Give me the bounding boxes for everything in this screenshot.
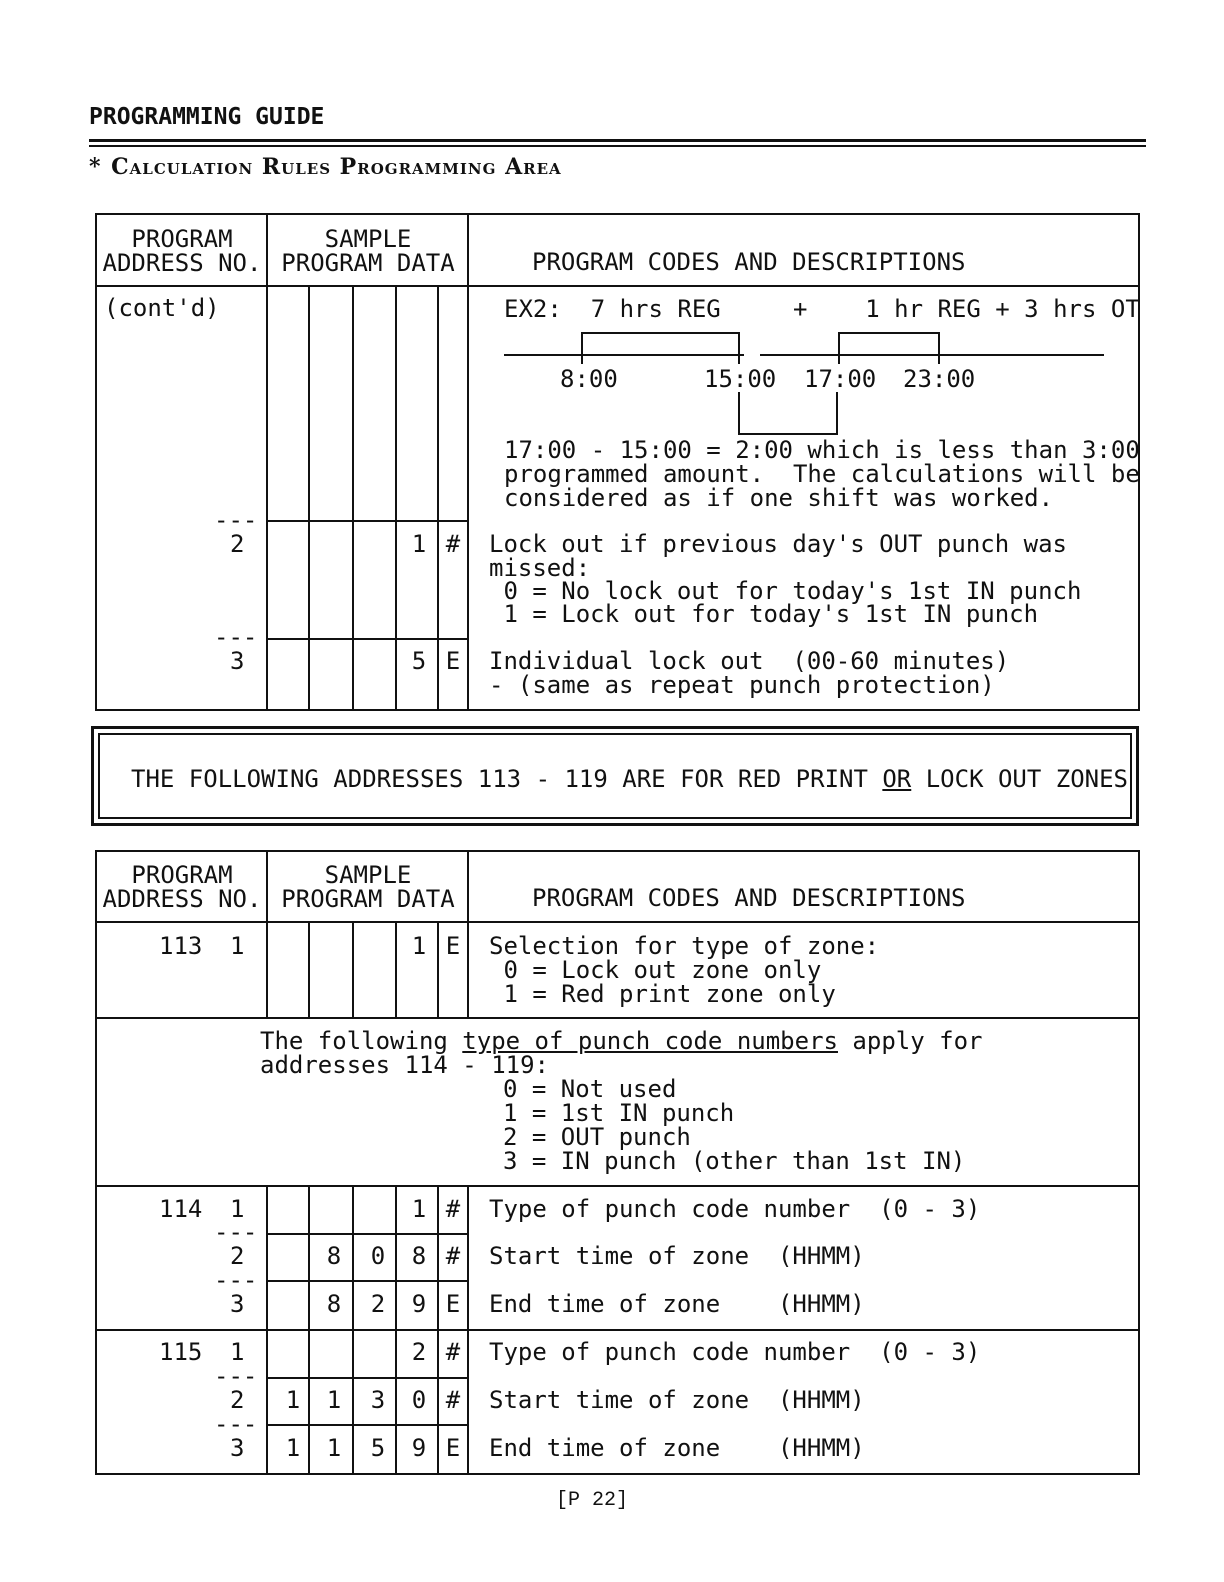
header-sample-line2: PROGRAM DATA [281, 249, 455, 277]
desc-line: Lock out if previous day's OUT punch was [489, 530, 1067, 558]
data-cell: 1 [285, 1386, 301, 1414]
row-separator-dash: --- [214, 1266, 258, 1294]
desc-line: - (same as repeat punch protection) [489, 671, 995, 699]
data-cell: 5 [411, 647, 427, 675]
note-code: 2 = OUT punch [503, 1123, 691, 1151]
address-sub: 2 [230, 1386, 245, 1414]
row-separator-dash: --- [214, 506, 258, 534]
data-cell: 1 [411, 932, 427, 960]
data-cell: E [445, 932, 461, 960]
address-sub: 3 [230, 1434, 245, 1462]
data-cell: E [445, 1290, 461, 1318]
desc-line: Individual lock out (00-60 minutes) [489, 647, 1010, 675]
note-code: 1 = 1st IN punch [503, 1099, 735, 1127]
section-title: Calculation Rules Programming Area [111, 154, 562, 180]
data-cell: # [445, 530, 461, 558]
desc-line: End time of zone (HHMM) [489, 1434, 865, 1462]
desc-line: 0 = Lock out zone only [489, 956, 822, 984]
desc-line: Start time of zone (HHMM) [489, 1242, 865, 1270]
data-cell: 1 [411, 530, 427, 558]
data-cell: 3 [370, 1386, 386, 1414]
desc-line: Type of punch code number (0 - 3) [489, 1338, 981, 1366]
data-cell: 1 [326, 1386, 342, 1414]
header-address-line2: ADDRESS NO. [102, 249, 262, 277]
header-codes: PROGRAM CODES AND DESCRIPTIONS [532, 248, 966, 276]
header-address-line1: PROGRAM [131, 861, 233, 889]
header-codes: PROGRAM CODES AND DESCRIPTIONS [532, 884, 966, 912]
row-separator-dash: --- [214, 1218, 258, 1246]
row-separator-dash: --- [214, 1410, 258, 1438]
desc-line: Type of punch code number (0 - 3) [489, 1195, 981, 1223]
header-sample-line1: SAMPLE [324, 861, 412, 889]
data-cell: 2 [411, 1338, 427, 1366]
example-title: EX2: 7 hrs REG + 1 hr REG + 3 hrs OT [504, 295, 1140, 323]
data-cell: 9 [411, 1434, 427, 1462]
data-cell: 9 [411, 1290, 427, 1318]
example-note-line: considered as if one shift was worked. [504, 484, 1054, 512]
time-23-00: 23:00 [903, 365, 976, 393]
data-cell: 1 [411, 1195, 427, 1223]
address-sub-2: 2 [230, 530, 245, 558]
example-note-line: programmed amount. The calculations will be [504, 460, 1140, 488]
header-sample-line2: PROGRAM DATA [281, 885, 455, 913]
data-cell: 0 [370, 1242, 386, 1270]
desc-line: Selection for type of zone: [489, 932, 880, 960]
address-sub: 1 [230, 1338, 245, 1366]
data-cell: # [445, 1242, 461, 1270]
address-114: 114 [159, 1195, 203, 1223]
data-cell: 8 [411, 1242, 427, 1270]
data-cell: E [445, 1434, 461, 1462]
data-cell: 2 [370, 1290, 386, 1318]
address-113: 113 [159, 932, 203, 960]
page-number: [P 22] [556, 1489, 629, 1512]
header-address-line2: ADDRESS NO. [102, 885, 262, 913]
bullet-icon: * [89, 154, 102, 180]
data-cell: 5 [370, 1434, 386, 1462]
example-note-line: 17:00 - 15:00 = 2:00 which is less than 3:00 [504, 436, 1140, 464]
data-cell: # [445, 1386, 461, 1414]
desc-line: missed: [489, 554, 591, 582]
note-code: 3 = IN punch (other than 1st IN) [503, 1147, 966, 1175]
note-code: 0 = Not used [503, 1075, 677, 1103]
address-sub: 2 [230, 1242, 245, 1270]
data-cell: 1 [285, 1434, 301, 1462]
data-cell: E [445, 647, 461, 675]
data-cell: 8 [326, 1290, 342, 1318]
address-115: 115 [159, 1338, 203, 1366]
note-line-1: The following type of punch code numbers apply for [260, 1027, 983, 1055]
row-separator-dash: --- [214, 1362, 258, 1390]
desc-line: Start time of zone (HHMM) [489, 1386, 865, 1414]
address-sub: 3 [230, 1290, 245, 1318]
contd-label: (cont'd) [104, 294, 220, 322]
data-cell: 8 [326, 1242, 342, 1270]
address-sub-3: 3 [230, 647, 245, 675]
time-17-00: 17:00 [804, 365, 877, 393]
desc-line: End time of zone (HHMM) [489, 1290, 865, 1318]
banner-text: THE FOLLOWING ADDRESSES 113 - 119 ARE FOR RED PRINT OR LOCK OUT ZONES [131, 765, 1129, 793]
address-sub: 1 [230, 1195, 245, 1223]
note-line-2: addresses 114 - 119: [260, 1051, 549, 1079]
time-15-00: 15:00 [704, 365, 777, 393]
row-separator-dash: --- [214, 623, 258, 651]
data-cell: # [445, 1338, 461, 1366]
page-title: PROGRAMMING GUIDE [89, 104, 325, 130]
desc-line: 0 = No lock out for today's 1st IN punch [489, 577, 1082, 605]
time-8-00: 8:00 [560, 365, 618, 393]
address-sub: 1 [230, 932, 245, 960]
data-cell: 1 [326, 1434, 342, 1462]
data-cell: # [445, 1195, 461, 1223]
desc-line: 1 = Red print zone only [489, 980, 836, 1008]
header-address-line1: PROGRAM [131, 225, 233, 253]
data-cell: 0 [411, 1386, 427, 1414]
header-sample-line1: SAMPLE [324, 225, 412, 253]
desc-line: 1 = Lock out for today's 1st IN punch [489, 600, 1039, 628]
